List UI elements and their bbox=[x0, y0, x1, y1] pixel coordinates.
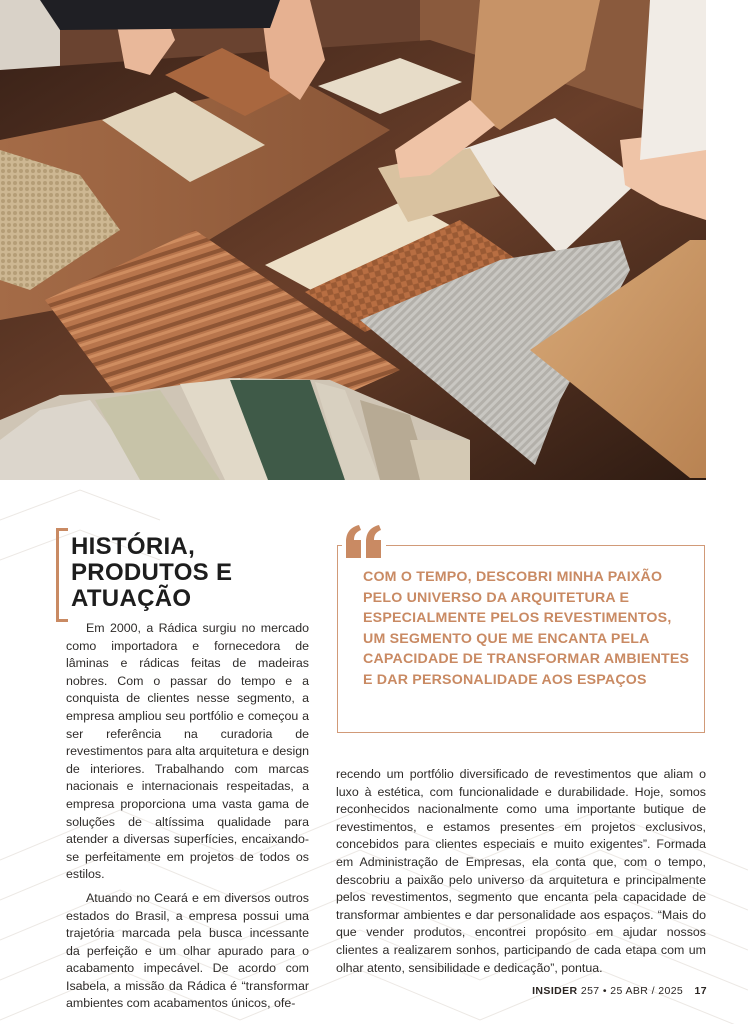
section-heading bbox=[71, 534, 321, 612]
quote-mark-icon bbox=[342, 522, 386, 562]
heading-line-1: HISTÓRIA, bbox=[71, 533, 196, 560]
body-column-right bbox=[336, 766, 706, 977]
issue-info: 257 • 25 ABR / 2025 bbox=[580, 985, 684, 997]
pull-quote-text: COM O TEMPO, DESCOBRI MINHA PAIXÃO PELO UNIVERSO DA ARQUITETURA E ESPECIALMENTE PELOS REVESTIMENTOS, UM SEGMENTO QUE ME ENCANTA PELA CAPACIDADE DE TRANSFORMAR AMBIENTES E DAR PERSONALIDADE AOS ESPAÇOS bbox=[363, 569, 690, 688]
material-samples-photo bbox=[0, 0, 706, 480]
heading-line-2: PRODUTOS E bbox=[71, 559, 233, 586]
photo-illustration bbox=[0, 0, 706, 480]
heading-bracket bbox=[56, 528, 68, 622]
page-footer bbox=[532, 985, 707, 997]
page-number: 17 bbox=[694, 985, 707, 997]
paragraph-history: Em 2000, a Rádica surgiu no mercado como importadora e fornecedora de lâminas e rádicas feitas de madeiras nobres. Com o passar do tempo e a conquista de clientes nesse segmento, a empresa ampliou seu portfólio e começou a ser referência na curadoria de revestimentos para alta arquitetura e design de interiores. Trabalhando com marcas nacionais e internacionais respeitadas, a empresa proporciona uma vasta gama de soluções de altíssima qualidade para atender a diversas superfícies, encaixando-se perfeitamente em projetos de todos os estilos. bbox=[66, 621, 309, 882]
magazine-name: INSIDER bbox=[532, 985, 578, 997]
body-column-left bbox=[66, 620, 309, 1013]
paragraph-operation: Atuando no Ceará e em diversos outros estados do Brasil, a empresa possui uma trajetória marcada pela busca incessante da perfeição e um olhar apurado para o acabamento impecável. De acordo com Isabela, a missão da Rádica é “transformar ambientes com acabamentos únicos, ofe- bbox=[66, 890, 309, 1011]
heading-line-3: ATUAÇÃO bbox=[71, 585, 192, 612]
paragraph-continuation: recendo um portfólio diversificado de revestimentos que aliam o luxo à estética, com funcionalidade e durabilidade. Hoje, somos reconhecidos nacionalmente como uma importante butique de revestimentos, e estamos presentes em projetos exclusivos, concebidos para clientes especiais e muito exigentes”. Formada em Administração de Empresas, ela conta que, com o tempo, descobriu a paixão pelo universo da arquitetura e principalmente pelos revestimentos, segmento que encanta pela capacidade de transformar ambientes e dar personalidade aos espaços. “Mais do que vender produtos, encontrei propósito em ajudar nossos clientes a realizarem sonhos, participando de cada etapa com um olhar atento, sensibilidade e dedicação”, pontua. bbox=[336, 767, 706, 975]
